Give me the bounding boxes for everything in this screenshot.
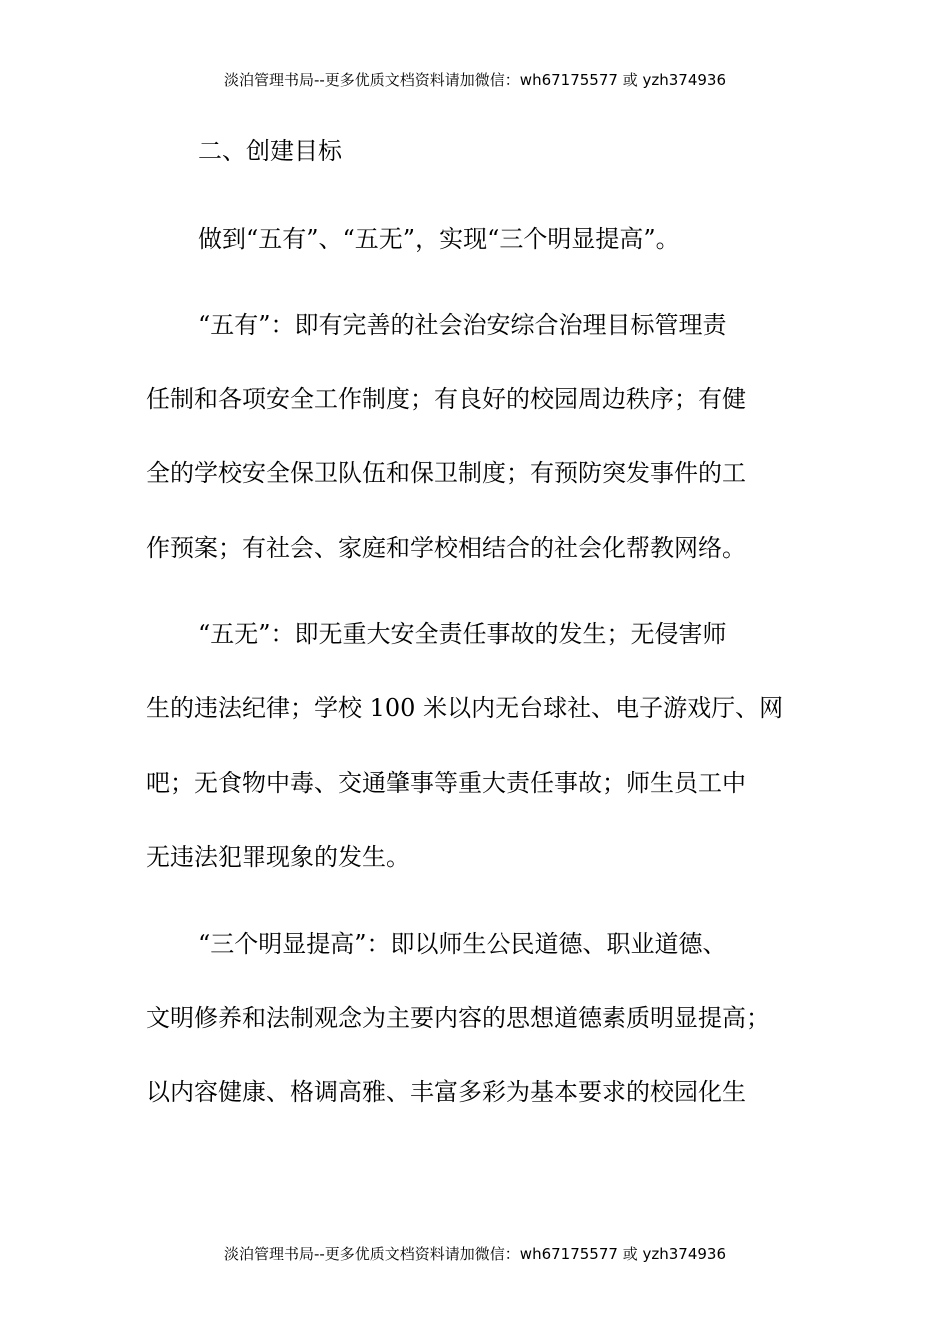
paragraph-line: 全的学校安全保卫队伍和保卫制度；有预防突发事件的工	[146, 459, 746, 487]
paragraph-line: 文明修养和法制观念为主要内容的思想道德素质明显提高；	[146, 1004, 770, 1032]
paragraph-line: 无违法犯罪现象的发生。	[146, 843, 410, 871]
paragraph-line: 以内容健康、格调高雅、丰富多彩为基本要求的校园化生	[146, 1078, 746, 1106]
paragraph-line: 生的违法纪律；学校 100 米以内无台球社、电子游戏厅、网	[146, 694, 784, 722]
page-footer-watermark: 淡泊管理书局--更多优质文档资料请加微信：wh67175577 或 yzh374936	[223, 1245, 726, 1263]
section-intro: 做到“五有”、“五无”，实现“三个明显提高”。	[198, 225, 680, 253]
paragraph-line: “五无”：即无重大安全责任事故的发生；无侵害师	[198, 620, 727, 648]
paragraph-line: 作预案；有社会、家庭和学校相结合的社会化帮教网络。	[146, 534, 746, 562]
section-heading: 二、创建目标	[198, 137, 342, 165]
paragraph-line: “三个明显提高”：即以师生公民道德、职业道德、	[198, 930, 727, 958]
paragraph-line: “五有”：即有完善的社会治安综合治理目标管理责	[198, 311, 727, 339]
page-header-watermark: 淡泊管理书局--更多优质文档资料请加微信：wh67175577 或 yzh374936	[223, 71, 726, 89]
paragraph-line: 任制和各项安全工作制度；有良好的校园周边秩序；有健	[146, 385, 746, 413]
paragraph-line: 吧；无食物中毒、交通肇事等重大责任事故；师生员工中	[146, 769, 746, 797]
